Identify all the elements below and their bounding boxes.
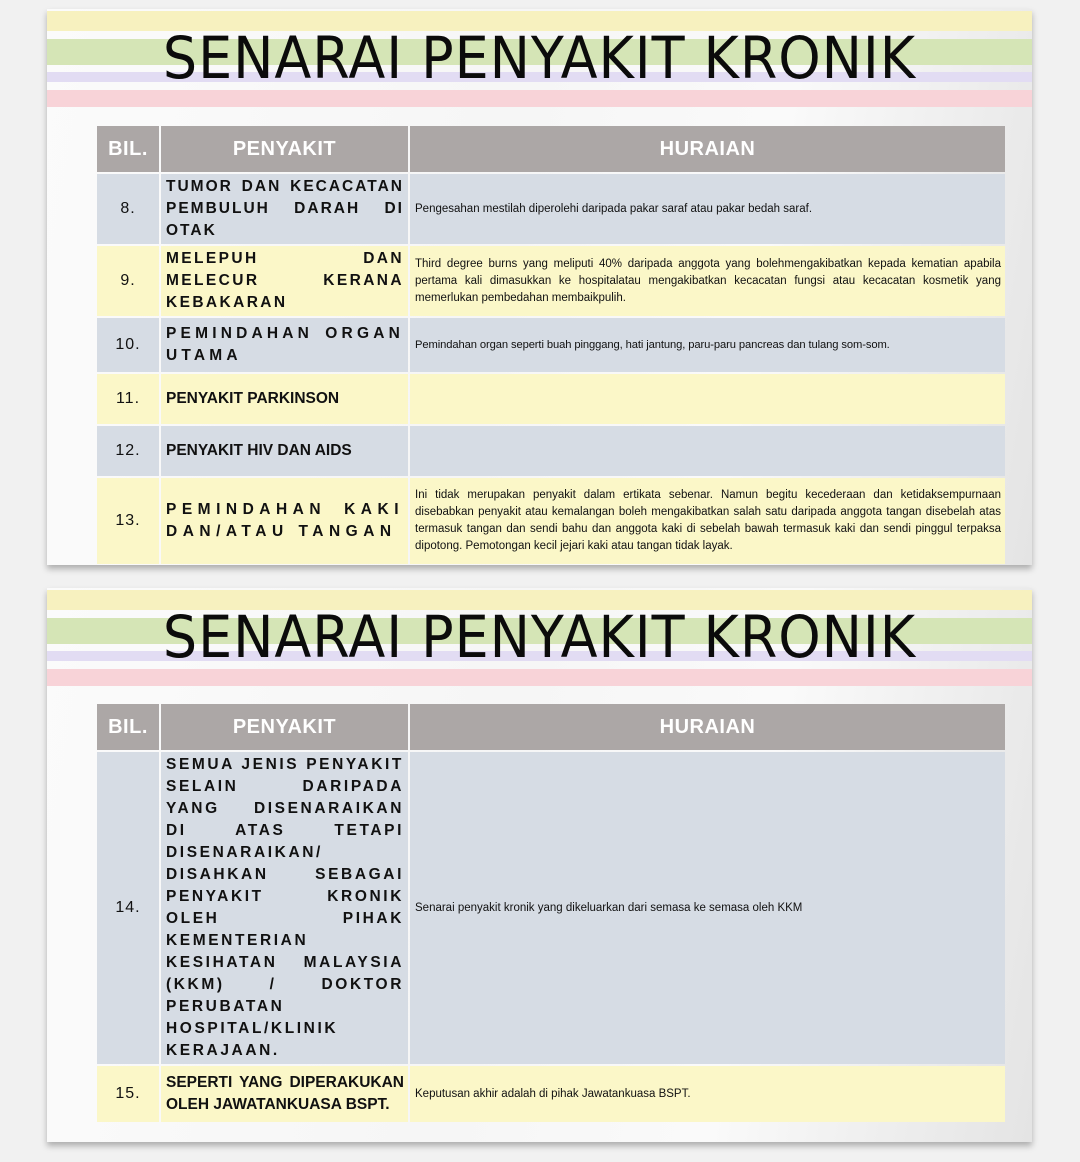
- row-number: 10.: [97, 318, 159, 372]
- table-row: [97, 318, 1005, 372]
- slide-title: SENARAI PENYAKIT KRONIK: [162, 603, 917, 671]
- table-row: [97, 752, 1005, 1064]
- row-number: 15.: [97, 1066, 159, 1122]
- table-header-row: [97, 126, 1005, 172]
- disease-table: [95, 702, 1007, 1124]
- disease-table: [95, 124, 1007, 565]
- table-header-row: [97, 704, 1005, 750]
- column-header-huraian: HURAIAN: [410, 704, 1005, 750]
- disease-name: PENYAKIT PARKINSON: [161, 374, 408, 424]
- column-header-bil: BIL.: [97, 126, 159, 172]
- disease-name: PEMINDAHAN ORGAN UTAMA: [161, 318, 408, 372]
- column-header-bil: BIL.: [97, 704, 159, 750]
- disease-description: Keputusan akhir adalah di pihak Jawatankuasa BSPT.: [410, 1066, 1005, 1122]
- disease-description: Third degree burns yang meliputi 40% daripada anggota yang bolehmengakibatkan kepada kematian apabila pertama kali dimasukkan ke hospitalatau mengakibatkan kecacatan fungsi atau kecacatan kosmetik yang memerlukan pembedahan membaikpulih.: [410, 246, 1005, 316]
- slide-title: SENARAI PENYAKIT KRONIK: [162, 24, 917, 92]
- table-row: [97, 246, 1005, 316]
- disease-description: [410, 374, 1005, 424]
- table-row: [97, 478, 1005, 564]
- row-number: 13.: [97, 478, 159, 564]
- column-header-penyakit: PENYAKIT: [161, 126, 408, 172]
- disease-description: Pengesahan mestilah diperolehi daripada pakar saraf atau pakar bedah saraf.: [410, 174, 1005, 244]
- disease-description: Ini tidak merupakan penyakit dalam ertikata sebenar. Namun begitu kecederaan dan ketidaksempurnaan disebabkan penyakit atau kemalangan boleh mengakibatkan salah satu daripada anggota tangan disebelah atas termasuk tangan dan sendi bahu dan anggota kaki di sebelah bawah termasuk kaki dan sendi pinggul terpaksa dipotong. Pemotongan kecil jejari kaki atau tangan tidak layak.: [410, 478, 1005, 564]
- table-row: [97, 174, 1005, 244]
- column-header-huraian: HURAIAN: [410, 126, 1005, 172]
- row-number: 14.: [97, 752, 159, 1064]
- column-header-penyakit: PENYAKIT: [161, 704, 408, 750]
- row-number: 12.: [97, 426, 159, 476]
- row-number: 9.: [97, 246, 159, 316]
- disease-name: MELEPUH DAN MELECUR KERANA KEBAKARAN: [161, 246, 408, 316]
- disease-name: TUMOR DAN KECACATAN PEMBULUH DARAH DI OTAK: [161, 174, 408, 244]
- disease-description: Pemindahan organ seperti buah pinggang, hati jantung, paru-paru pancreas dan tulang som-som.: [410, 318, 1005, 372]
- disease-name: PENYAKIT HIV DAN AIDS: [161, 426, 408, 476]
- slide-2: [47, 588, 1032, 1142]
- row-number: 11.: [97, 374, 159, 424]
- disease-name: SEPERTI YANG DIPERAKUKAN OLEH JAWATANKUASA BSPT.: [161, 1066, 408, 1122]
- table-row: [97, 1066, 1005, 1122]
- slide-1: [47, 9, 1032, 565]
- disease-description: Senarai penyakit kronik yang dikeluarkan dari semasa ke semasa oleh KKM: [410, 752, 1005, 1064]
- table-row: [97, 374, 1005, 424]
- disease-description: [410, 426, 1005, 476]
- row-number: 8.: [97, 174, 159, 244]
- disease-name: SEMUA JENIS PENYAKIT SELAIN DARIPADA YANG DISENARAIKAN DI ATAS TETAPI DISENARAIKAN/ DISAHKAN SEBAGAI PENYAKIT KRONIK OLEH PIHAK KEMENTERIAN KESIHATAN MALAYSIA (KKM) / DOKTOR PERUBATAN HOSPITAL/KLINIK KERAJAAN.: [161, 752, 408, 1064]
- disease-name: PEMINDAHAN KAKI DAN/ATAU TANGAN: [161, 478, 408, 564]
- table-row: [97, 426, 1005, 476]
